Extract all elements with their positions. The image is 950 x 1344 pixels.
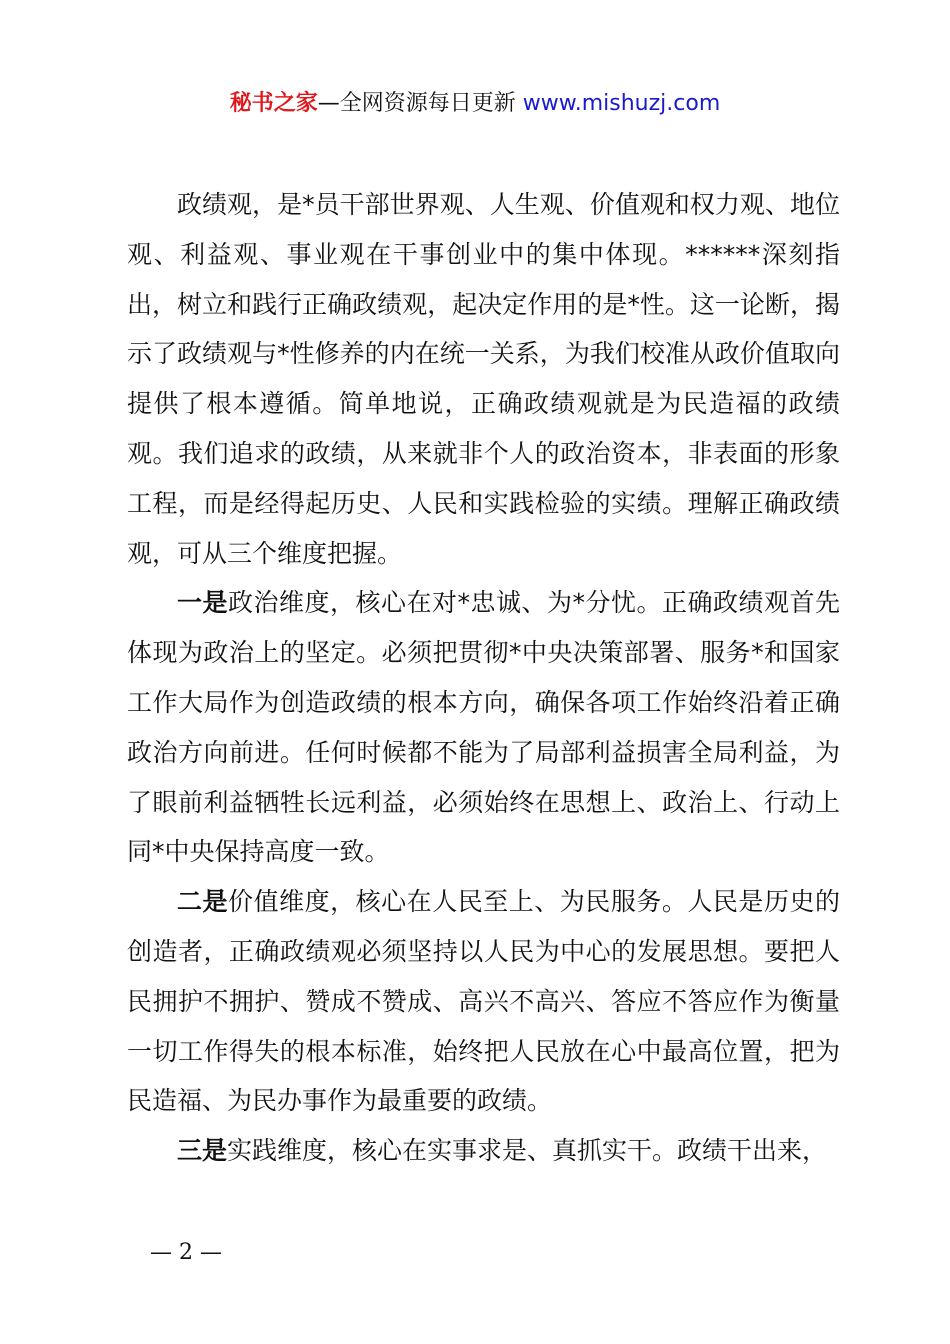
paragraph-text: 价值维度，核心在人民至上、为民服务。人民是历史的创造者，正确政绩观必须坚持以人民为中心的发展思想。要把人民拥护不拥护、赞成不赞成、高兴不高兴、答应不答应作为衡量一切工作得失的根本标准，始终把人民放在心中最高位置，把为民造福、为民办事作为最重要的政绩。: [127, 887, 840, 1116]
paragraph-value-dimension: [127, 877, 840, 1126]
paragraph-political-dimension: [127, 578, 840, 877]
paragraph-practice-dimension: [127, 1126, 840, 1176]
paragraph-lead: 二是: [177, 887, 229, 917]
paragraph-lead: 三是: [177, 1136, 228, 1166]
page-number: — 2 —: [150, 1240, 222, 1265]
brand-name: 秘书之家: [229, 91, 318, 116]
paragraph-text: 政绩观，是*员干部世界观、人生观、价值观和权力观、地位观、利益观、事业观在干事创业中的集中体现。******深刻指出，树立和践行正确政绩观，起决定作用的是*性。这一论断，揭示了政绩观与*性修养的内在统一关系，为我们校准从政价值取向提供了根本遵循。简单地说，正确政绩观就是为民造福的政绩观。我们追求的政绩，从来就非个人的政治资本，非表面的形象工程，而是经得起历史、人民和实践检验的实绩。理解正确政绩观，可从三个维度把握。: [127, 190, 840, 568]
document-body: [127, 180, 840, 1176]
paragraph-text: 政治维度，核心在对*忠诚、为*分忧。正确政绩观首先体现为政治上的坚定。必须把贯彻*中央决策部署、服务*和国家工作大局作为创造政绩的根本方向，确保各项工作始终沿着正确政治方向前进。任何时候都不能为了局部利益损害全局利益，为了眼前利益牺牲长远利益，必须始终在思想上、政治上、行动上同*中央保持高度一致。: [127, 588, 840, 867]
paragraph-lead: 一是: [177, 588, 228, 618]
site-url-link[interactable]: www.mishuzj.com: [522, 91, 721, 116]
paragraph-intro: [127, 180, 840, 578]
header-slogan: —全网资源每日更新: [317, 91, 516, 116]
paragraph-text: 实践维度，核心在实事求是、真抓实干。政绩干出来，: [227, 1136, 828, 1166]
site-header: [0, 86, 950, 122]
